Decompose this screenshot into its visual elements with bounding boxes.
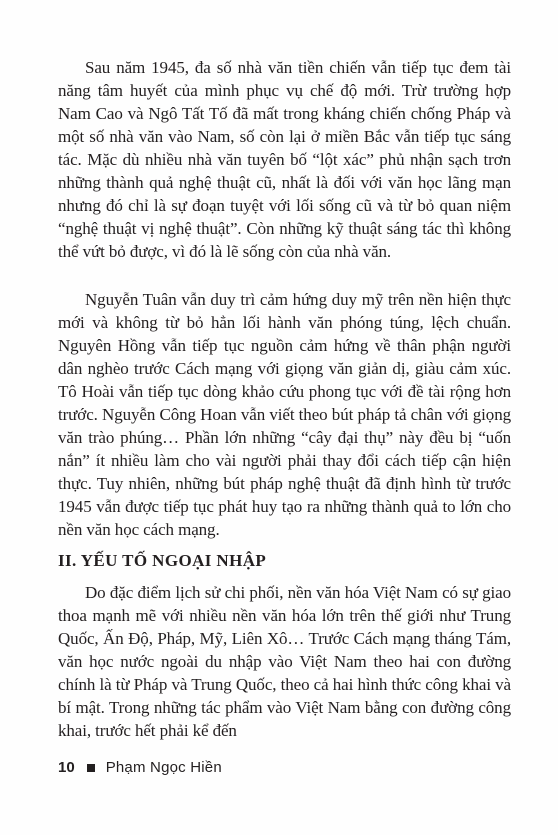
section-heading: II. YẾU TỐ NGOẠI NHẬP — [58, 551, 267, 570]
page-number: 10 — [58, 759, 75, 776]
author-name: Phạm Ngọc Hiền — [105, 759, 222, 776]
square-separator-icon — [87, 764, 95, 772]
page-footer — [58, 758, 222, 778]
paragraph: Sau năm 1945, đa số nhà văn tiền chiến vẫn tiếp tục đem tài năng tâm huyết của mình phục vụ chế độ mới. Trừ trường hợp Nam Cao và Ngô Tất Tố đã mất trong kháng chiến chống Pháp và một số nhà văn vào Nam, số còn lại ở miền Bắc vẫn tiếp tục sáng tác. Mặc dù nhiều nhà văn tuyên bố “lột xác” phủ nhận sạch trơn những thành quả nghệ thuật cũ, nhất là đối với văn học lãng mạn nhưng đó chỉ là sự đoạn tuyệt với lối sống cũ và từ bỏ quan niệm “nghệ thuật vị nghệ thuật”. Còn những kỹ thuật sáng tác thì không thể vứt bỏ được, vì đó là lẽ sống còn của nhà văn. — [58, 58, 511, 261]
paragraph: Nguyễn Tuân vẫn duy trì cảm hứng duy mỹ trên nền hiện thực mới và không từ bỏ hẳn lối hành văn phóng túng, lệch chuẩn. Nguyên Hồng vẫn tiếp tục nguồn cảm hứng về thân phận người dân nghèo trước Cách mạng với giọng văn giản dị, giàu cảm xúc. Tô Hoài vẫn tiếp tục dòng khảo cứu phong tục với đề tài rộng hơn trước. Nguyễn Công Hoan vẫn viết theo bút pháp tả chân với giọng văn trào phúng… Phần lớn những “cây đại thụ” này đều bị “uốn nắn” ít nhiều làm cho vài người phải thay đổi cách tiếp cận hiện thực. Tuy nhiên, những bút pháp nghệ thuật đã định hình từ trước 1945 vẫn được tiếp tục phát huy tạo ra những thành quả to lớn cho nền văn học cách mạng. — [58, 290, 511, 539]
paragraph: Do đặc điểm lịch sử chi phối, nền văn hóa Việt Nam có sự giao thoa mạnh mẽ với nhiều nền văn hóa lớn trên thế giới như Trung Quốc, Ấn Độ, Pháp, Mỹ, Liên Xô… Trước Cách mạng tháng Tám, văn học nước ngoài du nhập vào Việt Nam theo hai con đường chính là từ Pháp và Trung Quốc, theo cả hai hình thức công khai và bí mật. Trong những tác phẩm vào Việt Nam bằng con đường công khai, trước hết phải kể đến — [58, 583, 511, 740]
